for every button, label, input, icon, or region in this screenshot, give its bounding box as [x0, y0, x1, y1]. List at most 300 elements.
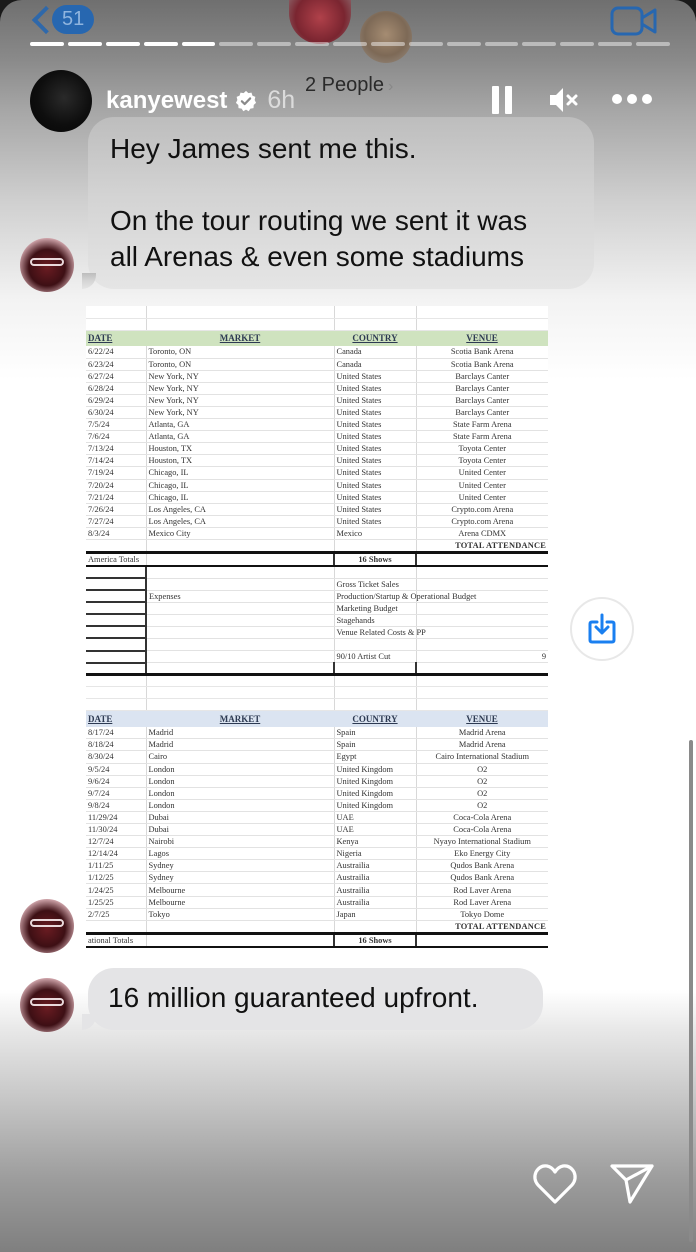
table-cell-empty: [334, 318, 416, 330]
table-cell: 90/10 Artist Cut: [334, 651, 416, 663]
table-cell-empty: [146, 626, 334, 638]
table-cell: MARKET: [146, 330, 334, 346]
expense-row: [86, 578, 548, 590]
table-cell-empty: [146, 306, 334, 318]
table-cell: Houston, TX: [146, 455, 334, 467]
table-row: [86, 455, 548, 467]
table-cell: Marketing Budget: [334, 602, 416, 614]
table-cell: VENUE: [416, 711, 548, 727]
progress-segment: [636, 42, 670, 46]
table-cell: Chicago, IL: [146, 491, 334, 503]
table-cell: 6/30/24: [86, 406, 146, 418]
table-cell: London: [146, 787, 334, 799]
table-cell-empty: [416, 602, 548, 614]
table-cell: 9/7/24: [86, 787, 146, 799]
group-avatar: [289, 0, 351, 44]
table-cell: United States: [334, 443, 416, 455]
table-row: [86, 848, 548, 860]
total-attendance-row: [86, 920, 548, 933]
video-call-icon[interactable]: [610, 6, 658, 36]
table-cell: Eko Energy City: [416, 848, 548, 860]
table-cell: O2: [416, 799, 548, 811]
table-cell: Madrid: [146, 739, 334, 751]
table-cell-empty: [334, 920, 416, 933]
table-cell: Canada: [334, 346, 416, 358]
table-cell-empty: [416, 699, 548, 711]
table-cell-empty: [146, 566, 334, 578]
table-cell: Toyota Center: [416, 455, 548, 467]
table-row: [86, 515, 548, 527]
scrollbar[interactable]: [689, 740, 693, 1242]
table-cell: Crypto.com Arena: [416, 503, 548, 515]
table-cell: Los Angeles, CA: [146, 503, 334, 515]
table-cell: TOTAL ATTENDANCE: [416, 920, 548, 933]
table-row: [86, 872, 548, 884]
table-row: [86, 467, 548, 479]
totals-row: [86, 933, 548, 947]
table-cell: 11/29/24: [86, 811, 146, 823]
table-cell: United Center: [416, 491, 548, 503]
table-cell-empty: [334, 699, 416, 711]
table-cell: United States: [334, 491, 416, 503]
table-cell: United States: [334, 370, 416, 382]
table-cell: O2: [416, 775, 548, 787]
table-row: [86, 443, 548, 455]
total-attendance-row: [86, 540, 548, 553]
table-row: [86, 527, 548, 539]
table-row: [86, 824, 548, 836]
table-cell-empty: [146, 318, 334, 330]
table-cell: Austrailia: [334, 884, 416, 896]
table-cell: Scotia Bank Arena: [416, 346, 548, 358]
progress-segment: [144, 42, 178, 46]
table-cell: United States: [334, 467, 416, 479]
table-row-blank: [86, 638, 548, 650]
table-row-blank: [86, 306, 548, 318]
table-cell-empty: [146, 651, 334, 663]
table-cell-empty: [416, 553, 548, 567]
table-cell: Barclays Canter: [416, 370, 548, 382]
table-cell: Tokyo: [146, 908, 334, 920]
table-cell: Coca-Cola Arena: [416, 811, 548, 823]
table-cell: Qudos Bank Arena: [416, 860, 548, 872]
table-cell: United Kingdom: [334, 799, 416, 811]
progress-segment: [68, 42, 102, 46]
table-cell-empty: [86, 687, 146, 699]
progress-segment: [182, 42, 216, 46]
expense-row: [86, 651, 548, 663]
table-cell: Barclays Canter: [416, 394, 548, 406]
table-row: [86, 358, 548, 370]
table-cell: 12/14/24: [86, 848, 146, 860]
table-cell: Dubai: [146, 811, 334, 823]
table-cell-empty: [86, 651, 146, 663]
table-cell: Atlanta, GA: [146, 419, 334, 431]
table-cell-empty: [146, 663, 334, 675]
back-button[interactable]: [28, 5, 94, 34]
table-cell-empty: [416, 626, 548, 638]
table-cell: 12/7/24: [86, 836, 146, 848]
table-cell: Dubai: [146, 824, 334, 836]
table-cell: United States: [334, 455, 416, 467]
table-cell-empty: [86, 638, 146, 650]
table-cell: United States: [334, 431, 416, 443]
send-icon[interactable]: [610, 1163, 654, 1205]
table-cell: VENUE: [416, 330, 548, 346]
table-row: [86, 896, 548, 908]
table-cell: 6/23/24: [86, 358, 146, 370]
table-row: [86, 836, 548, 848]
table-row: [86, 479, 548, 491]
progress-segment: [106, 42, 140, 46]
progress-segment: [522, 42, 556, 46]
table-cell: MARKET: [146, 711, 334, 727]
table-cell-empty: [416, 663, 548, 675]
unread-badge: 51: [52, 5, 94, 34]
table-cell: New York, NY: [146, 370, 334, 382]
table-cell: 7/21/24: [86, 491, 146, 503]
table-cell: 6/29/24: [86, 394, 146, 406]
table-cell: DATE: [86, 711, 146, 727]
save-image-button[interactable]: [570, 597, 634, 661]
table-cell-empty: [86, 663, 146, 675]
table-cell: 7/6/24: [86, 431, 146, 443]
table-cell: Chicago, IL: [146, 479, 334, 491]
table-cell-empty: [334, 687, 416, 699]
table-cell: O2: [416, 787, 548, 799]
table-cell-empty: [146, 699, 334, 711]
table-cell-empty: [416, 566, 548, 578]
table-cell: ational Totals: [86, 933, 146, 947]
table-cell-empty: [146, 540, 334, 553]
table-row-blank: [86, 699, 548, 711]
table-cell-empty: [86, 540, 146, 553]
table-cell: 16 Shows: [334, 933, 416, 947]
table-header-row: [86, 330, 548, 346]
table-cell: 8/18/24: [86, 739, 146, 751]
table-cell-empty: [86, 306, 146, 318]
more-options-icon[interactable]: [612, 94, 652, 104]
table-cell: New York, NY: [146, 382, 334, 394]
table-row: [86, 370, 548, 382]
table-cell-empty: [146, 578, 334, 590]
table-cell: 2/7/25: [86, 908, 146, 920]
table-cell: Madrid Arena: [416, 739, 548, 751]
progress-segment: [295, 42, 329, 46]
table-cell: Spain: [334, 727, 416, 739]
story-avatar[interactable]: [30, 70, 92, 132]
table-cell: 6/27/24: [86, 370, 146, 382]
table-cell-empty: [146, 920, 334, 933]
table-cell-empty: [146, 602, 334, 614]
table-cell-empty: [86, 920, 146, 933]
table-cell: UAE: [334, 824, 416, 836]
table-cell-empty: [334, 638, 416, 650]
table-row: [86, 860, 548, 872]
table-cell: United States: [334, 419, 416, 431]
table-row: [86, 431, 548, 443]
table-cell: 7/19/24: [86, 467, 146, 479]
progress-segment: [30, 42, 64, 46]
table-cell: Austrailia: [334, 896, 416, 908]
table-cell: 1/11/25: [86, 860, 146, 872]
table-row: [86, 346, 548, 358]
table-cell: 7/27/24: [86, 515, 146, 527]
table-cell-empty: [146, 933, 334, 947]
table-cell-empty: [86, 614, 146, 626]
table-cell: Gross Ticket Sales: [334, 578, 416, 590]
table-cell: London: [146, 763, 334, 775]
table-cell: Barclays Canter: [416, 382, 548, 394]
table-cell: TOTAL ATTENDANCE: [416, 540, 548, 553]
table-cell: 6/22/24: [86, 346, 146, 358]
table-cell: Qudos Bank Arena: [416, 872, 548, 884]
table-cell: United States: [334, 394, 416, 406]
table-cell: Melbourne: [146, 896, 334, 908]
table-cell: 7/26/24: [86, 503, 146, 515]
table-cell: Los Angeles, CA: [146, 515, 334, 527]
table-row-blank: [86, 687, 548, 699]
table-cell-empty: [86, 566, 146, 578]
group-people-link[interactable]: [305, 74, 393, 97]
table-cell: Arena CDMX: [416, 527, 548, 539]
table-row: [86, 491, 548, 503]
table-cell: Toronto, ON: [146, 346, 334, 358]
table-cell-empty: [146, 675, 334, 687]
table-cell: Spain: [334, 739, 416, 751]
table-cell: United States: [334, 406, 416, 418]
table-row: [86, 406, 548, 418]
table-cell: Tokyo Dome: [416, 908, 548, 920]
table-cell-empty: [416, 675, 548, 687]
bubble-tail: [82, 1014, 96, 1030]
table-cell: Lagos: [146, 848, 334, 860]
table-cell: Production/Startup & Operational Budget: [334, 590, 416, 602]
table-cell: 9/8/24: [86, 799, 146, 811]
table-cell-empty: [416, 614, 548, 626]
progress-segment: [485, 42, 519, 46]
table-row: [86, 787, 548, 799]
table-cell: 6/28/24: [86, 382, 146, 394]
table-row: [86, 811, 548, 823]
progress-segment: [598, 42, 632, 46]
table-cell-empty: [146, 553, 334, 567]
table-cell: DATE: [86, 330, 146, 346]
table-cell: Houston, TX: [146, 443, 334, 455]
table-cell: COUNTRY: [334, 330, 416, 346]
table-cell-empty: [334, 675, 416, 687]
heart-icon[interactable]: [532, 1162, 578, 1206]
table-row: [86, 394, 548, 406]
message-bubble: [88, 968, 543, 1030]
table-cell: Rod Laver Arena: [416, 884, 548, 896]
table-cell: Venue Related Costs & PP: [334, 626, 416, 638]
table-cell: Austrailia: [334, 872, 416, 884]
table-cell: Crypto.com Arena: [416, 515, 548, 527]
table-cell: New York, NY: [146, 406, 334, 418]
sender-avatar[interactable]: [20, 899, 74, 953]
bubble-tail: [82, 273, 96, 289]
table-row: [86, 419, 548, 431]
pause-icon[interactable]: [492, 86, 514, 114]
table-cell: 9: [416, 651, 548, 663]
table-cell: 8/30/24: [86, 751, 146, 763]
table-cell: United States: [334, 382, 416, 394]
table-cell: Nigeria: [334, 848, 416, 860]
sender-avatar[interactable]: [20, 238, 74, 292]
table-cell: Scotia Bank Arena: [416, 358, 548, 370]
table-cell: O2: [416, 763, 548, 775]
expense-row: [86, 602, 548, 614]
progress-segment: [257, 42, 291, 46]
message-text: Hey James sent me this.: [110, 133, 417, 164]
table-cell: Coca-Cola Arena: [416, 824, 548, 836]
table-row-blank: [86, 318, 548, 330]
table-cell: United Kingdom: [334, 787, 416, 799]
tour-routing-spreadsheet-image[interactable]: [86, 306, 548, 946]
message-text: all Arenas & even some stadiums: [110, 241, 524, 272]
table-cell-empty: [416, 318, 548, 330]
verified-badge-icon: [235, 90, 257, 112]
table-cell: Canada: [334, 358, 416, 370]
table-row: [86, 739, 548, 751]
table-cell: Stagehands: [334, 614, 416, 626]
table-cell: State Farm Arena: [416, 419, 548, 431]
group-avatar: [360, 11, 412, 63]
chevron-right-icon: ›: [387, 78, 394, 95]
table-cell: Mexico: [334, 527, 416, 539]
table-cell-empty: [86, 626, 146, 638]
group-people-label: 2 People: [305, 74, 384, 96]
table-cell-empty: [86, 675, 146, 687]
table-cell: 1/25/25: [86, 896, 146, 908]
progress-segment: [409, 42, 443, 46]
table-cell: Toyota Center: [416, 443, 548, 455]
table-cell: United Center: [416, 467, 548, 479]
table-cell-empty: [86, 318, 146, 330]
story-user[interactable]: [106, 86, 295, 115]
table-row: [86, 775, 548, 787]
table-cell: 7/13/24: [86, 443, 146, 455]
table-cell: Austrailia: [334, 860, 416, 872]
sender-avatar[interactable]: [20, 978, 74, 1032]
table-row: [86, 727, 548, 739]
table-row: [86, 382, 548, 394]
table-cell: Cairo: [146, 751, 334, 763]
table-cell: 9/6/24: [86, 775, 146, 787]
totals-row: [86, 553, 548, 567]
table-cell: Nairobi: [146, 836, 334, 848]
table-cell: 8/3/24: [86, 527, 146, 539]
table-cell: United Kingdom: [334, 763, 416, 775]
message-bubble: [88, 117, 594, 289]
table-cell: Sydney: [146, 872, 334, 884]
table-cell: Sydney: [146, 860, 334, 872]
expense-row: [86, 626, 548, 638]
download-icon: [588, 614, 616, 644]
table-row: [86, 763, 548, 775]
table-cell: London: [146, 799, 334, 811]
table-cell: America Totals: [86, 553, 146, 567]
table-cell: Barclays Canter: [416, 406, 548, 418]
table-row: [86, 884, 548, 896]
table-cell-empty: [146, 614, 334, 626]
table-cell-empty: [86, 602, 146, 614]
table-cell: COUNTRY: [334, 711, 416, 727]
table-cell: Chicago, IL: [146, 467, 334, 479]
table-cell-empty: [416, 933, 548, 947]
table-cell: Nyayo International Stadium: [416, 836, 548, 848]
story-progress-bar: [30, 42, 670, 46]
table-cell: UAE: [334, 811, 416, 823]
table-cell: Egypt: [334, 751, 416, 763]
progress-segment: [333, 42, 367, 46]
table-cell-empty: [334, 663, 416, 675]
spreadsheet-table: [86, 306, 548, 948]
table-cell: 1/24/25: [86, 884, 146, 896]
table-cell: Melbourne: [146, 884, 334, 896]
table-row: [86, 799, 548, 811]
expense-row: [86, 614, 548, 626]
table-header-row: [86, 711, 548, 727]
table-row: [86, 908, 548, 920]
table-cell-empty: [416, 638, 548, 650]
table-cell-empty: [416, 306, 548, 318]
table-cell: United States: [334, 479, 416, 491]
table-cell: United States: [334, 503, 416, 515]
table-cell-empty: [416, 687, 548, 699]
table-cell: Mexico City: [146, 527, 334, 539]
table-cell: Kenya: [334, 836, 416, 848]
table-cell-empty: [334, 306, 416, 318]
table-cell: Cairo International Stadium: [416, 751, 548, 763]
table-cell: Madrid: [146, 727, 334, 739]
table-cell: London: [146, 775, 334, 787]
table-cell: 7/5/24: [86, 419, 146, 431]
table-cell: 1/12/25: [86, 872, 146, 884]
table-cell: Atlanta, GA: [146, 431, 334, 443]
progress-segment: [371, 42, 405, 46]
table-cell: Madrid Arena: [416, 727, 548, 739]
table-cell: United States: [334, 515, 416, 527]
progress-segment: [219, 42, 253, 46]
table-cell: State Farm Arena: [416, 431, 548, 443]
progress-segment: [560, 42, 594, 46]
table-cell: Japan: [334, 908, 416, 920]
table-cell: 11/30/24: [86, 824, 146, 836]
table-cell-empty: [146, 687, 334, 699]
table-cell: Rod Laver Arena: [416, 896, 548, 908]
table-row-blank: [86, 566, 548, 578]
table-cell-empty: [334, 540, 416, 553]
table-cell: 9/5/24: [86, 763, 146, 775]
table-cell: United Kingdom: [334, 775, 416, 787]
table-row: [86, 751, 548, 763]
mute-icon[interactable]: [548, 86, 580, 114]
expense-row: [86, 590, 548, 602]
table-cell: New York, NY: [146, 394, 334, 406]
table-cell-empty: [334, 566, 416, 578]
table-cell: 7/20/24: [86, 479, 146, 491]
table-cell-empty: [416, 578, 548, 590]
table-row-blank: [86, 675, 548, 687]
story-username[interactable]: kanyewest: [106, 86, 228, 114]
table-row: [86, 503, 548, 515]
story-time-ago: 6h: [267, 86, 296, 114]
message-text: On the tour routing we sent it was: [110, 205, 528, 236]
table-cell: 8/17/24: [86, 727, 146, 739]
progress-segment: [447, 42, 481, 46]
